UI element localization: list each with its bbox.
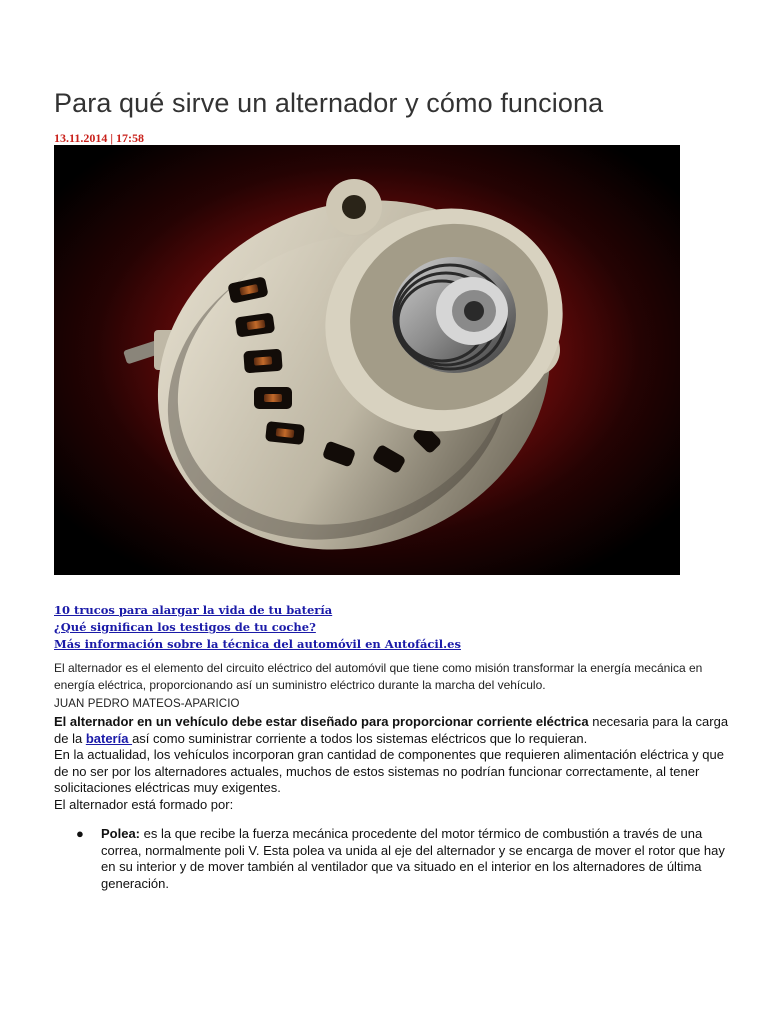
paragraph-1-mid: necesaria para la carga de la — [54, 714, 729, 746]
article-body — [54, 714, 734, 813]
bullet-dot-icon: ● — [76, 826, 84, 841]
paragraph-1 — [54, 714, 734, 747]
list-item-text: es la que recibe la fuerza mecánica procedente del motor térmico de combustión a través de una correa, normalmente poli V. Esta polea va unida al eje del alternador y se encarga de mover el rotor que hay en su interior y de mover también al ventilador que va situado en el interior en los alternadores de última generación. — [101, 826, 725, 891]
article-title: Para qué sirve un alternador y cómo funciona — [54, 88, 604, 118]
paragraph-1-bold: El alternador en un vehículo debe estar diseñado para proporcionar corriente eléctrica — [54, 714, 589, 729]
article-date: 13.11.2014 | 17:58 — [54, 131, 144, 145]
list-item — [54, 826, 727, 892]
paragraph-2: En la actualidad, los vehículos incorporan gran cantidad de componentes que requieren alimentación eléctrica y que de no ser por los alternadores actuales, muchos de estos sistemas no podrían funcionar correctamente, al tener solicitaciones eléctricas muy exigentes. — [54, 747, 724, 795]
article-intro: El alternador es el elemento del circuito eléctrico del automóvil que tiene como misión transformar la energía mecánica en energía eléctrica, proporcionando así un suministro eléctrico durante la marcha del vehículo. — [54, 661, 703, 692]
alternator-photo — [54, 145, 680, 575]
list-item-label: Polea: — [101, 826, 141, 841]
paragraph-3: El alternador está formado por: — [54, 796, 234, 812]
paragraph-1-end: así como suministrar corriente a todos los sistemas eléctricos que lo requieran. — [132, 730, 588, 746]
pulley — [392, 257, 516, 373]
article-author: JUAN PEDRO MATEOS-APARICIO — [54, 698, 240, 710]
alternator-illustration — [54, 145, 680, 575]
link-autofacil[interactable]: Más información sobre la técnica del automóvil en Autofácil.es — [54, 637, 461, 651]
components-list — [54, 826, 734, 892]
link-dashboard-lights[interactable]: ¿Qué significan los testigos de tu coche? — [54, 620, 316, 634]
link-battery-tips[interactable]: 10 trucos para alargar la vida de tu batería — [54, 603, 333, 617]
link-bateria[interactable]: batería — [85, 730, 133, 746]
related-links — [54, 602, 461, 653]
